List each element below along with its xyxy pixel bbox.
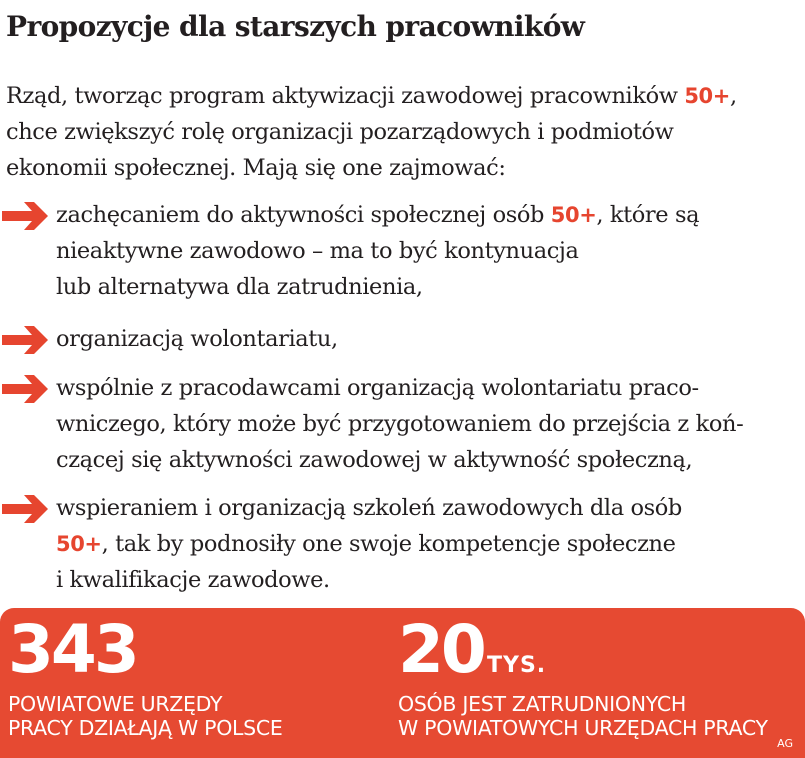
proposal-line: czącej się aktywności zawodowej w aktywność społeczną, — [56, 447, 693, 473]
proposal-line: organizacją wolontariatu, — [56, 326, 338, 352]
intro-text: , — [729, 83, 737, 109]
proposal-text — [56, 490, 804, 598]
intro-line-2: chce zwiększyć rolę organizacji pozarządowych i podmiotów — [6, 119, 674, 145]
proposal-text-part: zachęcaniem do aktywności społecznej osób — [56, 202, 551, 228]
stat-description-employees — [398, 692, 768, 740]
intro-line-1 — [6, 78, 801, 114]
intro-paragraph — [6, 78, 801, 186]
author-credit: AG — [777, 737, 793, 750]
proposal-line: nieaktywne zawodowo – ma to być kontynuacja — [56, 238, 579, 264]
proposal-text — [56, 370, 804, 478]
intro-line-3: ekonomii społecznej. Mają się one zajmować: — [6, 155, 506, 181]
stat-desc-line: W POWIATOWYCH URZĘDACH PRACY — [398, 716, 768, 740]
proposal-line: wspieraniem i organizacją szkoleń zawodowych dla osób — [56, 495, 682, 521]
stat-desc-line: POWIATOWE URZĘDY — [8, 692, 223, 716]
age-highlight: 50+ — [56, 532, 102, 556]
arrow-right-icon — [2, 323, 52, 357]
proposal-line: wspólnie z pracodawcami organizacją wolontariatu praco- — [56, 375, 699, 401]
stat-desc-line: PRACY DZIAŁAJĄ W POLSCE — [8, 716, 283, 740]
stat-description-offices — [8, 692, 283, 740]
arrow-right-icon — [2, 492, 52, 526]
proposal-line: i kwalifikacje zawodowe. — [56, 567, 330, 593]
proposal-line: lub alternatywa dla zatrudnienia, — [56, 274, 423, 300]
infographic-title: Propozycje dla starszych pracowników — [6, 10, 585, 43]
proposal-line — [56, 197, 804, 233]
proposal-line — [56, 526, 804, 562]
age-highlight: 50+ — [550, 203, 597, 227]
proposal-text-part: , które są — [596, 202, 700, 228]
stat-desc-line: OSÓB JEST ZATRUDNIONYCH — [398, 692, 687, 716]
intro-text: Rząd, tworząc program aktywizacji zawodowej pracowników — [6, 83, 685, 109]
proposal-line: wniczego, który może być przygotowaniem do przejścia z koń- — [56, 411, 744, 437]
stat-unit-employees: TYS. — [487, 653, 547, 678]
proposal-text — [56, 197, 804, 305]
age-highlight: 50+ — [684, 84, 730, 108]
stat-value-offices: 343 — [8, 611, 137, 688]
proposal-text — [56, 321, 804, 357]
arrow-right-icon — [2, 199, 52, 233]
proposal-text-part: , tak by podnosiły one swoje kompetencje społeczne — [101, 531, 676, 557]
arrow-right-icon — [2, 372, 52, 406]
stat-value-employees: 20 — [398, 611, 484, 688]
